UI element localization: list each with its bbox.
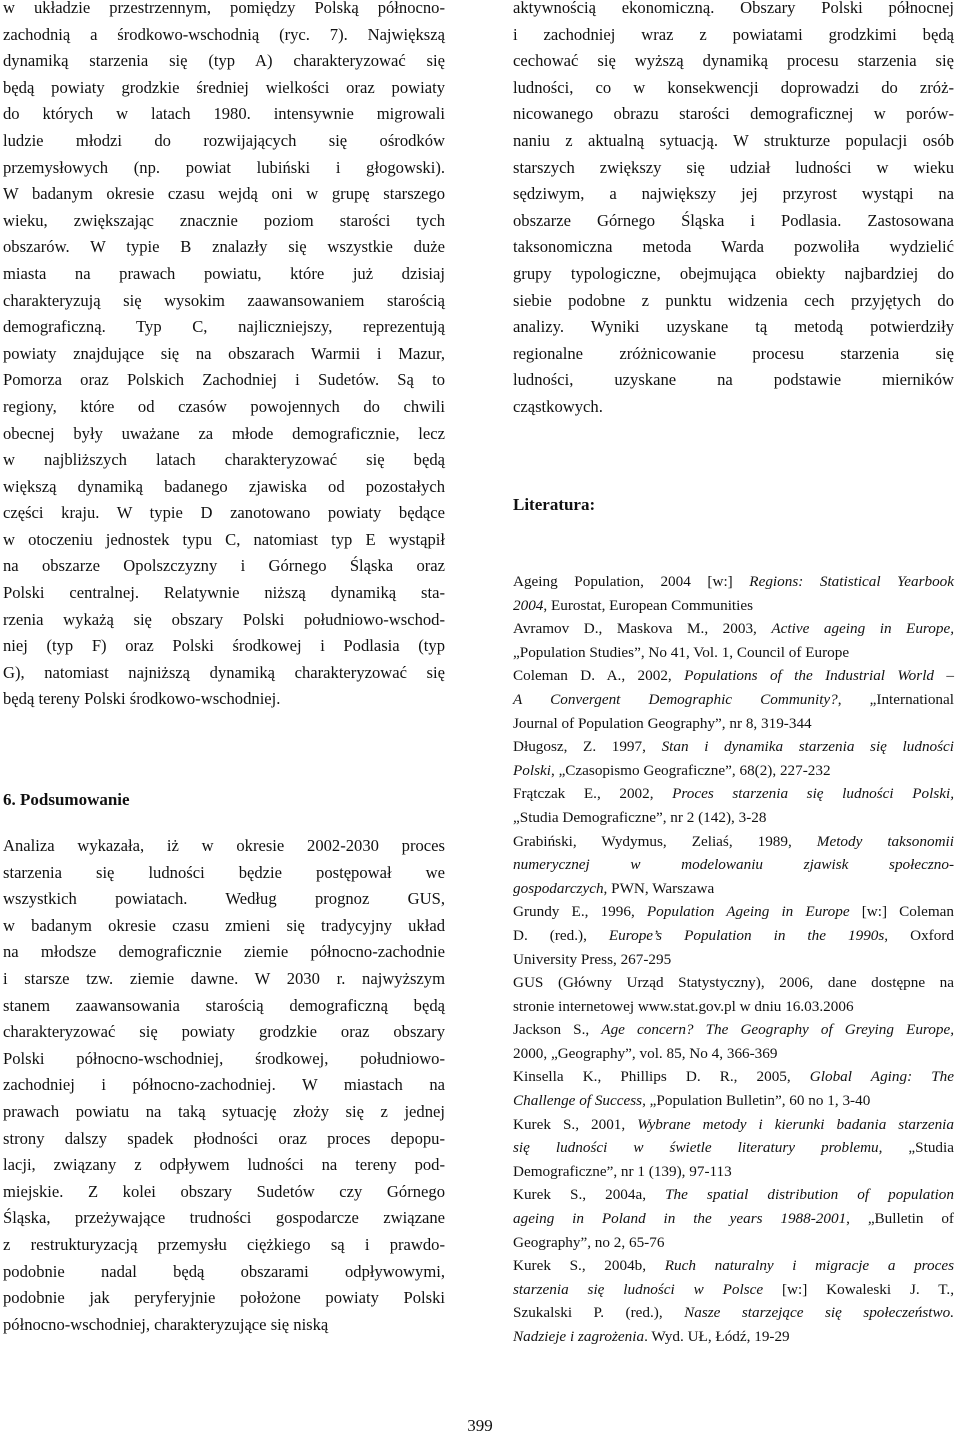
text-line [513,971,954,995]
text-line [513,1018,954,1042]
text-line: podobnie jak peryferyjnie położone powiaty Polski [3,1288,445,1308]
reference-entry [513,570,954,617]
reference-title: Active ageing in Europe, [771,620,955,638]
reference-title: Nadzieje i zagrożenia [513,1328,645,1345]
section-heading: 6. Podsumowanie [3,790,130,809]
reference-title: Proces starzenia się ludności Polski, [672,785,954,803]
reference-text: Długosz, Z. 1997, [513,738,662,756]
text-line: większą dynamiką badanego zjawiska od pozostałych [3,476,445,496]
reference-text: Kinsella K., Phillips D. R., 2005, [513,1068,810,1086]
text-line: i starsze tzw. ziemie dawne. W 2030 r. najwyższym [3,968,445,988]
text-line: ludności, co w konsekwencji doprowadzi do zróż- [513,77,954,97]
text-line: w układzie przestrzennym, pomiędzy Polską północno- [3,0,445,17]
text-line: taksonomiczna metoda Warda pozwoliła wydzielić [513,237,954,257]
text-line: cechować się wyższą dynamiką procesu starzenia się [513,51,954,71]
reference-text: Szukalski P. (red.), [513,1304,685,1322]
text-line [513,995,954,1019]
text-line: regionalne zróżnicowanie procesu starzenia się [513,343,954,363]
text-line [513,1183,954,1207]
reference-title: Ruch naturalny i migracje a proces [664,1257,954,1275]
text-line: będą powiaty grodzkie średniej wielkości oraz powiaty [3,77,445,97]
text-line: G), natomiast najniższą dynamiką charakteryzować się [3,662,445,682]
reference-text: University Press, 267-295 [513,950,672,968]
text-line [513,1254,954,1278]
reference-text: , PWN, Warszawa [603,879,715,897]
text-line [513,782,954,806]
text-line: będą tereny Polski środkowo-wschodniej. [3,689,281,709]
reference-text: GUS (Główny Urząd Statystyczny), 2006, dane dostępne na [513,974,954,992]
text-line [513,688,954,712]
text-line: obecnej były uważane za młode demograficznie, lecz [3,423,445,443]
text-line: strony dalszy spadek płodności oraz proces depopu- [3,1128,445,1148]
reference-title: 2004 [513,596,544,614]
reference-title: Age concern? The Geography of Greying Europe, [601,1021,954,1039]
text-line [513,712,954,736]
text-line: charakteryzują się wysokim zaawansowaniem starością [3,290,445,310]
text-line [513,830,954,854]
text-line: zachodnią a środkowo-wschodnią (ryc. 7). Największą [3,24,445,44]
reference-text: Kurek S., 2004a, [513,1186,666,1204]
text-line [513,853,954,877]
reference-title: Polski [513,761,551,779]
page-number: 399 [467,1416,493,1435]
text-line [513,617,954,641]
text-line: z restrukturyzacją przemysłu ciężkiego są i prawdo- [3,1234,445,1254]
reference-entry [513,1065,954,1112]
reference-text: 2000, „Geography”, vol. 85, No 4, 366-369 [513,1044,778,1062]
text-line: dynamiką starzenia się (typ A) charakteryzować się [3,51,445,71]
reference-text: „Studia [882,1139,954,1157]
reference-text: , „Population Bulletin”, 60 no 1, 3-40 [642,1092,871,1110]
reference-title: się ludności w świetle literatury problemu, [513,1139,883,1157]
text-line: stanem zaawansowania starością demograficzną będą [3,995,445,1015]
text-line: obszarów. W typie B znalazły się wszystkie duże [3,237,445,257]
text-line: Polski centralnej. Relatywnie niższą dynamiką sta- [3,583,445,603]
text-line: na młodsze demograficznie ziemie północno-zachodnie [3,942,445,962]
text-line: regiony, które od czasów powojennych do chwili [3,396,445,416]
reference-title: Challenge of Success [513,1092,643,1110]
reference-text: Journal of Population Geography”, nr 8, 319-344 [513,714,812,732]
text-line [513,877,954,901]
text-line: do których w latach 1980. intensywnie migrowali [3,104,445,124]
text-line [513,900,954,924]
text-line [513,1160,954,1184]
text-line [513,1089,954,1113]
reference-text: Ageing Population, 2004 [w:] [513,573,750,590]
reference-text: Demograficzne”, nr 1 (139), 97-113 [513,1162,732,1180]
text-line: Śląska, przeżywające trudności gospodarcze związane [3,1208,445,1228]
reference-title: Wybrane metody i kierunki badania starzenia [637,1115,954,1133]
text-line [513,759,954,783]
reference-title: numerycznej w modelowaniu zjawisk społeczno- [513,856,954,874]
body-paragraph [513,0,954,421]
reference-text: Frątczak E., 2002, [513,785,673,803]
reference-entry [513,1183,954,1254]
text-line: charakteryzować się powiaty grodzkie oraz obszary [3,1022,445,1042]
reference-text: Grabiński, Wydymus, Zeliaś, 1989, [513,832,817,850]
reference-title: ageing in Poland in the years 1988-2001 [513,1210,847,1228]
reference-text: Jackson S., [513,1021,602,1039]
reference-text: , „Czasopismo Geograficzne”, 68(2), 227-232 [550,761,831,779]
references-heading: Literatura: [513,495,596,514]
reference-title: Metody taksonomii [816,832,954,850]
text-line: rzenia wykażą się obszary Polski południowo-wschod- [3,609,445,629]
text-line [513,806,954,830]
text-line: nicowanego obrazu starości demograficznej w porów- [513,104,954,124]
reference-title: Europe’s Population in the 1990s [608,926,885,944]
text-line [513,1231,954,1255]
text-line: lacji, związany z odpływem ludności na tereny pod- [3,1155,445,1175]
text-line: niej (typ F) oraz Polski środkowej i Podlasia (typ [3,636,445,656]
text-line [513,924,954,948]
text-line [513,594,954,618]
reference-entry [513,1254,954,1348]
text-line [513,1278,954,1302]
text-line: ludności, uzyskane na podstawie mierników [513,370,954,390]
reference-entry [513,664,954,735]
reference-title: Populations of the Industrial World – [684,667,955,685]
reference-text: . Wyd. UŁ, Łódź, 19-29 [644,1328,790,1345]
reference-text: stronie internetowej www.stat.gov.pl w dniu 16.03.2006 [513,997,854,1015]
reference-entry [513,782,954,829]
text-line: w najbliższych latach charakteryzować się będą [3,450,445,470]
text-line [513,1113,954,1137]
text-line: demograficzną. Typ C, najliczniejszy, reprezentują [3,317,445,337]
reference-title: A Convergent Demographic Community? [513,690,838,708]
text-line: części kraju. W typie D zanotowano powiaty będące [3,503,445,523]
text-line: Polski północno-wschodniej, środkowej, południowo- [3,1048,445,1068]
text-line [513,664,954,688]
text-line: grupy typologiczne, obejmująca obiekty najbardziej do [513,263,954,283]
text-line: ludzie młodzi do rozwijających się ośrodków [3,130,445,150]
text-line [513,1325,954,1349]
text-line: wszystkich powiatach. Według prognoz GUS, [3,889,445,909]
text-line: przemysłowych (np. powiat lubiński i głogowski). [3,157,445,177]
text-line [513,641,954,665]
reference-entry [513,735,954,782]
text-line: na obszarze Opolszczyzny i Górnego Śląska oraz [3,556,445,576]
reference-text: „Studia Demograficzne”, nr 2 (142), 3-28 [513,808,767,826]
references-list [513,570,954,1349]
reference-text: [w:] Coleman [849,903,954,921]
text-line: i zachodniej wraz z powiatami grodzkimi będą [513,24,954,44]
reference-entry [513,830,954,901]
text-line [513,1042,954,1066]
text-line: siebie podobne z punktu widzenia cech przyjętych do [513,290,954,310]
reference-entry [513,1018,954,1065]
reference-title: The spatial distribution of population [665,1186,954,1204]
text-line [513,1136,954,1160]
reference-text: , „Bulletin of [846,1210,954,1228]
text-line: obszarze Górnego Śląska i Podlasia. Zastosowana [513,210,954,230]
text-line: zachodniej i północno-zachodniej. W miastach na [3,1075,445,1095]
text-line [513,948,954,972]
reference-text: Grundy E., 1996, [513,903,647,921]
text-line: północno-wschodniej, charakteryzujące się niską [3,1314,329,1334]
reference-title: gospodarczych [513,879,604,897]
text-line: starszych zwiększy się udział ludności w wieku [513,157,954,177]
reference-text: Geography”, no 2, 65-76 [513,1233,665,1251]
reference-text: Avramov D., Maskova M., 2003, [513,620,772,638]
text-line: podobnie nadal będą obszarami odpływowymi, [3,1261,445,1281]
text-line: starzenia się ludności będzie postępował we [3,862,445,882]
body-paragraph [3,833,445,1338]
text-line: analizy. Wyniki uzyskane tą metodą potwierdziły [513,317,954,337]
reference-entry [513,1113,954,1184]
reference-title: Nasze starzejące się społeczeństwo. [684,1304,954,1322]
text-line [513,570,954,594]
text-line: wieku, zwiększając znacznie poziom starości tych [3,210,445,230]
text-line: cząstkowych. [513,396,603,416]
reference-text: Coleman D. A., 2002, [513,667,685,685]
text-line: Pomorza oraz Polskich Zachodniej i Sudetów. Są to [3,370,445,390]
text-line [513,1207,954,1231]
reference-title: starzenia się ludności w Polsce [513,1280,764,1298]
reference-entry [513,971,954,1018]
reference-text: [w:] Kowaleski J. T., [763,1280,954,1298]
reference-title: Global Aging: The [809,1068,955,1086]
text-line: naniu z aktualną sytuacją. W strukturze populacji osób [513,130,954,150]
body-paragraph [3,0,445,713]
text-line: powiaty znajdujące się na obszarach Warmii i Mazur, [3,343,445,363]
reference-text: „Population Studies”, No 41, Vol. 1, Council of Europe [513,643,850,661]
reference-entry [513,900,954,971]
text-line: aktywnością ekonomiczną. Obszary Polski północnej [513,0,954,17]
text-line: W badanym okresie czasu wejdą oni w grupę starszego [3,184,445,204]
text-line: w badanym okresie czasu zmieni się tradycyjny układ [3,915,445,935]
reference-text: D. (red.), [513,926,609,944]
text-line: miasta na prawach powiatu, które już dzisiaj [3,263,445,283]
reference-text: , Eurostat, European Communities [543,596,754,614]
text-line: miejskie. Z kolei obszary Sudetów czy Górnego [3,1181,445,1201]
reference-title: Regions: Statistical Yearbook [749,573,954,590]
text-line: prawach powiatu na taką sytuację złoży się z jednej [3,1101,445,1121]
text-line [513,1065,954,1089]
text-line [513,735,954,759]
text-line [513,1301,954,1325]
text-line: Analiza wykazała, iż w okresie 2002-2030 proces [3,836,445,855]
reference-text: , Oxford [884,926,954,944]
reference-text: Kurek S., 2001, [513,1115,638,1133]
reference-entry [513,617,954,664]
reference-text: Kurek S., 2004b, [513,1257,665,1275]
text-line: w otoczeniu jednostek typu C, natomiast typ E wystąpił [3,529,445,549]
text-line: sędziwym, a największy jej przyrost wystąpi na [513,184,954,204]
reference-title: Population Ageing in Europe [646,903,850,921]
reference-text: , „International [837,690,954,708]
reference-title: Stan i dynamika starzenia się ludności [661,738,955,756]
